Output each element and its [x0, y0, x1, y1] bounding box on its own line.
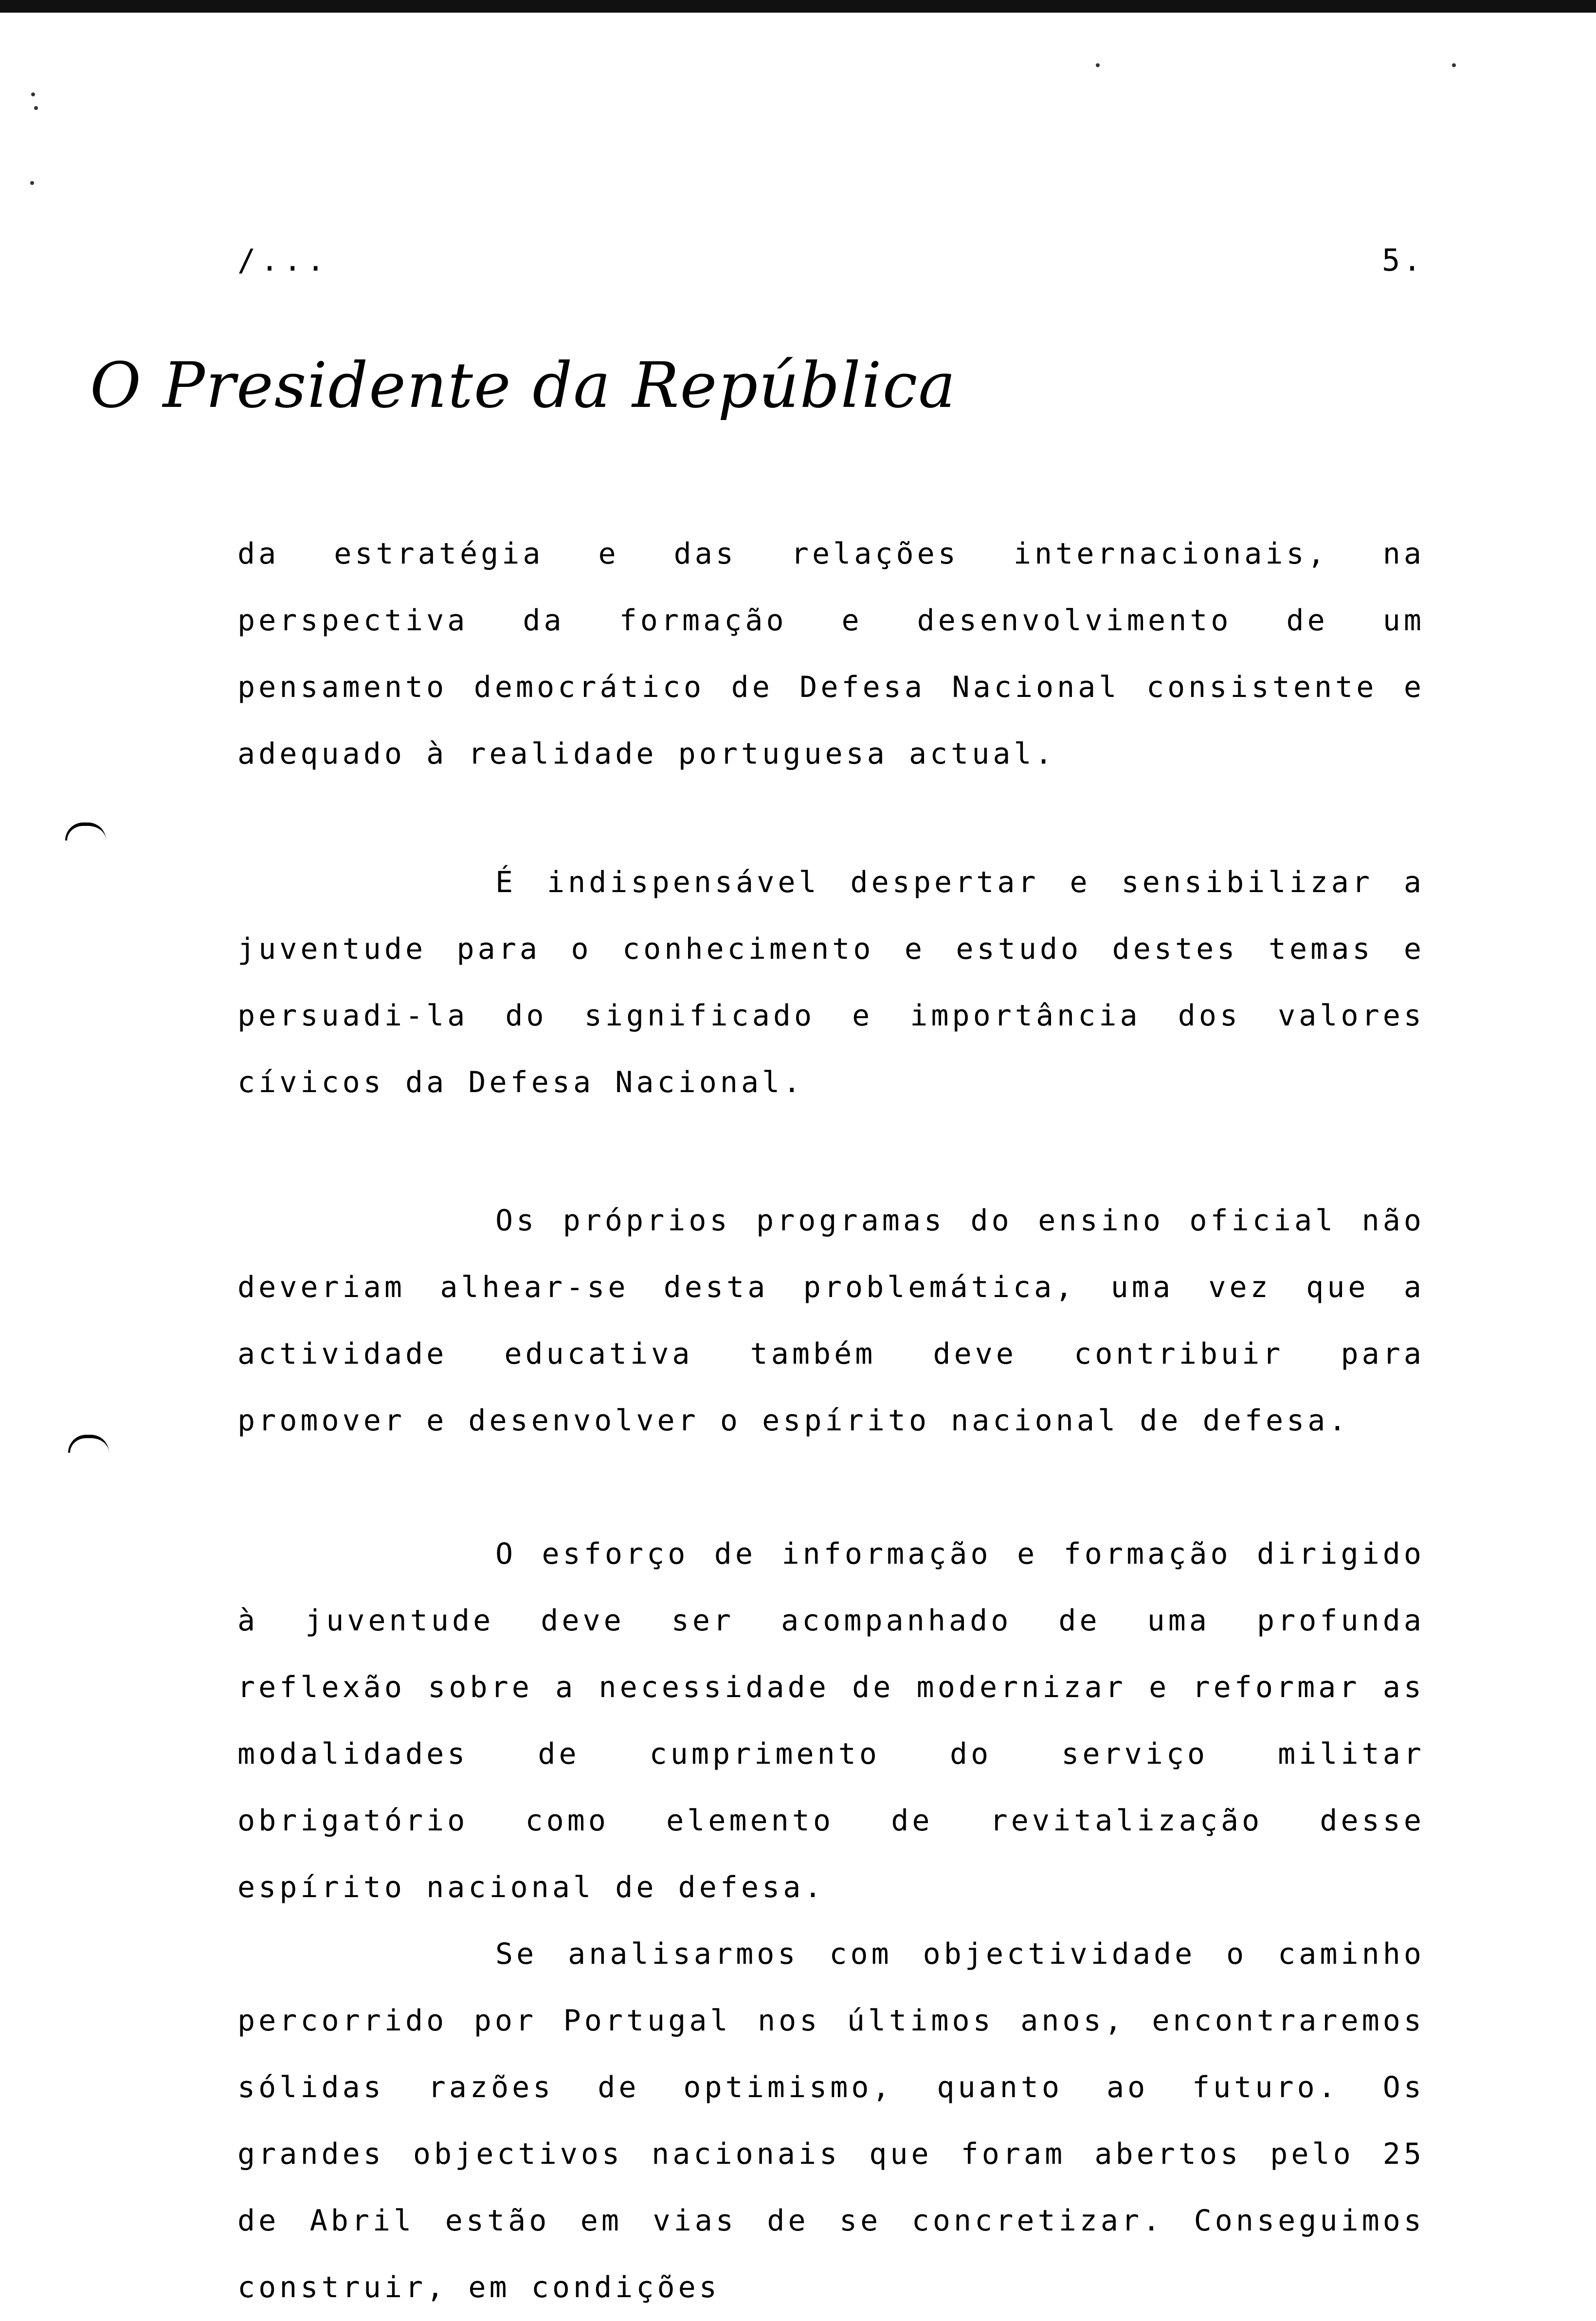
continuation-marker: /...: [237, 242, 330, 278]
punch-hole-mark: [68, 1435, 109, 1453]
paragraph-3: Os próprios programas do ensino oficial não deveriam alhear-se desta problemática, uma vez que a actividade educativa também deve contribuir para promover e desenvolver o espírito nacional de defesa.: [237, 1204, 1425, 1438]
scan-speck: [34, 106, 38, 110]
page-number: 5.: [1382, 242, 1424, 278]
scan-speck: [1096, 63, 1100, 67]
paragraph-2: É indispensável despertar e sensibilizar a juventude para o conhecimento e estudo destes temas e persuadi-la do significado e importância dos valores cívicos da Defesa Nacional.: [237, 865, 1425, 1099]
scan-speck: [1452, 63, 1456, 67]
punch-hole-mark: [65, 822, 106, 841]
scan-speck: [31, 92, 35, 96]
letterhead-title: O Presidente da República: [90, 349, 957, 422]
paragraph-4: O esforço de informação e formação dirigido à juventude deve ser acompanhado de uma profunda reflexão sobre a necessidade de modernizar e reformar as modalidades de cumprimento do serviço militar obrigatório como elemento de revitalização desse espírito nacional de defesa.: [237, 1537, 1425, 1904]
paragraph-1: da estratégia e das relações internacionais, na perspectiva da formação e desenvolvimento de um pensamento democrático de Defesa Nacional consistente e adequado à realidade portuguesa actual.: [237, 537, 1425, 771]
scan-speck: [30, 181, 34, 185]
top-border: [0, 0, 1596, 13]
paragraph-5: Se analisarmos com objectividade o caminho percorrido por Portugal nos últimos anos, encontraremos sólidas razões de optimismo, quanto ao futuro. Os grandes objectivos nacionais que foram abertos pelo 25 de Abril estão em vias de se concretizar. Conseguimos construir, em condições: [237, 1937, 1425, 2304]
